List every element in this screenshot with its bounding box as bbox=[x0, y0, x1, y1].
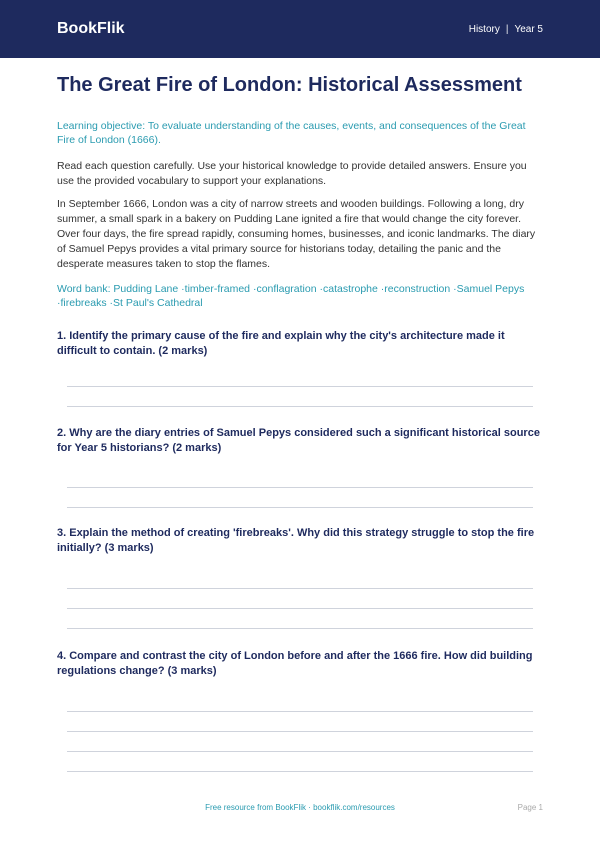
word-bank-label: Word bank: bbox=[57, 283, 111, 295]
answer-line[interactable] bbox=[67, 406, 533, 407]
answer-line[interactable] bbox=[67, 711, 533, 712]
word-bank-item: · reconstruction bbox=[381, 283, 450, 295]
answer-line[interactable] bbox=[67, 507, 533, 508]
learning-objective: Learning objective: To evaluate understanding of the causes, events, and consequences of the Great Fire of London (1666). bbox=[57, 120, 526, 146]
answer-line[interactable] bbox=[67, 386, 533, 387]
question-2: 2. Why are the diary entries of Samuel Pepys considered such a significant historical source for Year 5 historians? (2 marks) bbox=[57, 427, 540, 454]
worksheet-content bbox=[0, 67, 600, 772]
word-bank-item: · catastrophe bbox=[319, 283, 377, 295]
brand-logo: BookFlik bbox=[57, 20, 125, 37]
answer-line[interactable] bbox=[67, 731, 533, 732]
answer-line[interactable] bbox=[67, 588, 533, 589]
word-bank-item: · Samuel Pepys bbox=[453, 283, 524, 295]
answer-line[interactable] bbox=[67, 771, 533, 772]
answer-line[interactable] bbox=[67, 608, 533, 609]
question-4: 4. Compare and contrast the city of London before and after the 1666 fire. How did building regulations change? (3 marks) bbox=[57, 650, 533, 677]
answer-lines-4[interactable] bbox=[57, 711, 543, 772]
word-bank-item: · firebreaks bbox=[57, 297, 107, 309]
header-meta bbox=[469, 24, 543, 35]
passage: In September 1666, London was a city of narrow streets and wooden buildings. Following a long, dry summer, a small spark in a bakery on Pudding Lane ignited a fire that would change the city forever. Over four days, the fire spread rapidly, consuming homes, businesses, and iconic landmarks. The diary of Samuel Pepys provides a vital primary source for historians today, detailing the panic and the desperate measures taken to stop the flames. bbox=[57, 198, 536, 270]
word-bank-item: · St Paul's Cathedral bbox=[110, 297, 203, 309]
word-bank-item: Pudding Lane bbox=[113, 283, 179, 295]
footer-credit: Free resource from BookFlik · bookflik.com/resources bbox=[205, 803, 395, 812]
word-bank-item: · timber-framed bbox=[181, 283, 250, 295]
answer-lines-3[interactable] bbox=[57, 588, 543, 629]
instructions: Read each question carefully. Use your historical knowledge to provide detailed answers. Ensure you use the provided vocabulary to support your explanations. bbox=[57, 160, 527, 187]
answer-line[interactable] bbox=[67, 487, 533, 488]
question-1: 1. Identify the primary cause of the fire and explain why the city's architecture made it difficult to contain. (2 marks) bbox=[57, 330, 505, 357]
word-bank-item: · conflagration bbox=[253, 283, 317, 295]
answer-line[interactable] bbox=[67, 751, 533, 752]
meta-separator: | bbox=[505, 23, 509, 35]
page-header bbox=[0, 0, 600, 58]
word-bank bbox=[57, 282, 543, 310]
year-label: Year 5 bbox=[514, 23, 543, 35]
page-title: The Great Fire of London: Historical Assessment bbox=[57, 74, 522, 96]
question-3: 3. Explain the method of creating 'firebreaks'. Why did this strategy struggle to stop the fire initially? (3 marks) bbox=[57, 527, 535, 554]
answer-lines-2[interactable] bbox=[57, 487, 543, 508]
answer-line[interactable] bbox=[67, 628, 533, 629]
subject-label: History bbox=[468, 23, 500, 35]
answer-lines-1[interactable] bbox=[57, 386, 543, 407]
page-number: Page 1 bbox=[517, 803, 543, 812]
